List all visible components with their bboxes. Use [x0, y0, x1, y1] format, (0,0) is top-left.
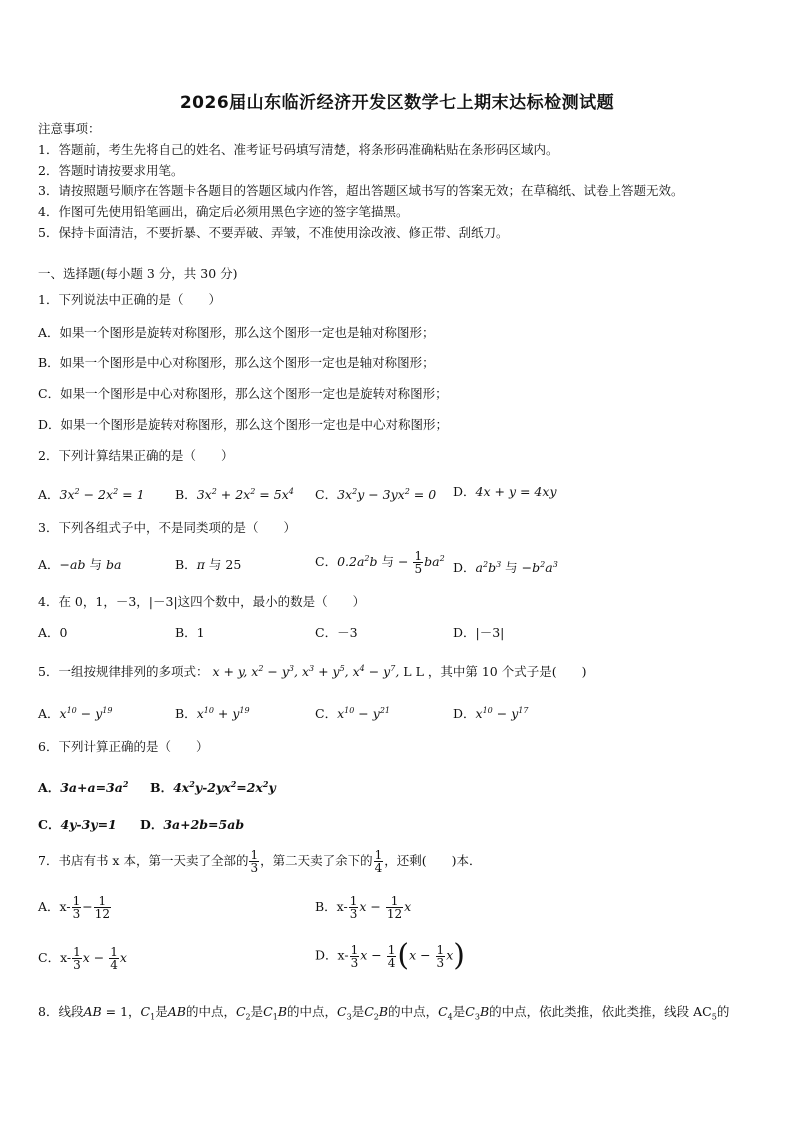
- question-8-stem: 8．线段AB = 1，$C_1$是AB的中点，$C_2$是$C_1B$的中点，$C_3$是$C_2B$的中点，$C_4$是$C_3B$的中点，依此类推，依此类推，线段 $AC_5$的: [38, 1004, 730, 1022]
- question-6-option-b: B．$4x^2y-2yx^2=2x^2y$: [150, 779, 276, 796]
- question-1-stem: 1．下列说法中正确的是（ ）: [38, 292, 221, 307]
- question-2-option-d: D．4x + y = 4xy: [453, 484, 557, 499]
- question-5-option-c: C．$x^{10} - y^{21}$: [315, 706, 390, 722]
- question-4-option-b: B．1: [175, 625, 205, 640]
- question-1-option-c: C．如果一个图形是中心对称图形，那么这个图形一定也是旋转对称图形；: [38, 386, 448, 401]
- question-2-option-b: B．$3x^2 + 2x^2 = 5x^4$: [175, 487, 294, 503]
- question-6-option-c: C．4y-3y=1: [38, 817, 117, 832]
- question-2-stem: 2．下列计算结果正确的是（ ）: [38, 448, 234, 463]
- question-2-option-c: C．$3x^2y - 3yx^2 = 0$: [315, 487, 437, 503]
- question-7-stem: 7．书店有书 x 本，第一天卖了全部的 $\frac{1}{3}$ ，第二天卖了余下的 $\frac{1}{4}$ ，还剩( )本．: [38, 848, 482, 875]
- notice-item: 5．保持卡面清洁，不要折暴、不要弄破、弄皱，不准使用涂改液、修正带、刮纸刀。: [38, 225, 509, 240]
- question-7-option-a: A．x- $\frac{1}{3}$ − $\frac{1}{12}$: [38, 894, 110, 921]
- section-heading: 一、选择题(每小题 3 分，共 30 分): [38, 266, 238, 281]
- question-7-option-b: B．x- $\frac{1}{3}$ x − $\frac{1}{12}$ x: [315, 894, 412, 921]
- question-6-option-d: D．3a+2b=5ab: [140, 817, 245, 832]
- question-1-option-a: A．如果一个图形是旋转对称图形，那么这个图形一定也是轴对称图形；: [38, 325, 435, 340]
- question-3-option-a: A．−ab 与 ba: [38, 557, 122, 572]
- question-1-option-d: D．如果一个图形是旋转对称图形，那么这个图形一定也是中心对称图形；: [38, 417, 449, 432]
- question-6-stem: 6．下列计算正确的是（ ）: [38, 739, 209, 754]
- notice-item: 2．答题时请按要求用笔。: [38, 163, 184, 178]
- question-6-option-a: A．$3a+a=3a^2$: [38, 779, 129, 796]
- question-4-option-a: A．0: [38, 625, 68, 640]
- notice-item: 3．请按照题号顺序在答题卡各题目的答题区域内作答，超出答题区域书写的答案无效；在草稿纸、试卷上答题无效。: [38, 183, 684, 198]
- question-2-option-a: A．$3x^2 - 2x^2 = 1$: [38, 487, 145, 503]
- question-1-option-b: B．如果一个图形是中心对称图形，那么这个图形一定也是轴对称图形；: [38, 355, 435, 370]
- question-7-option-c: C．x- $\frac{1}{3}$ x − $\frac{1}{4}$ x: [38, 945, 127, 972]
- question-7-option-d: D．x- $\frac{1}{3}$ x − $\frac{1}{4}$ (x − $\frac{1}{3}$ x): [315, 938, 465, 973]
- question-3-option-d: D．$a^2b^3$ 与 $-b^2a^3$: [453, 560, 558, 576]
- question-5-option-a: A．$x^{10} - y^{19}$: [38, 706, 113, 722]
- question-3-stem: 3．下列各组式子中，不是同类项的是（ ）: [38, 520, 296, 535]
- question-5-option-d: D．$x^{10} - y^{17}$: [453, 706, 529, 722]
- question-3-option-c: C．$0.2a^2b$ 与 − $\frac{1}{5}$ $ba^2$: [315, 549, 445, 576]
- question-3-option-b: B．π 与 25: [175, 557, 242, 572]
- page-title: 2026届山东临沂经济开发区数学七上期末达标检测试题: [179, 93, 615, 113]
- question-4-option-d: D．|－3|: [453, 625, 505, 640]
- notice-heading: 注意事项：: [38, 121, 101, 136]
- question-5-stem: 5．一组按规律排列的多项式： x + y, $x^2 - y^3$, $x^3 + y^5$, $x^4 - y^7$, L L ，其中第 10 个式子是( ): [38, 664, 587, 680]
- question-5-option-b: B．$x^{10} + y^{19}$: [175, 706, 250, 722]
- notice-item: 4．作图可先使用铅笔画出，确定后必须用黑色字迹的签字笔描黑。: [38, 204, 409, 219]
- question-4-stem: 4．在 0，1，－3，|－3|这四个数中，最小的数是（ ）: [38, 594, 366, 609]
- notice-item: 1．答题前，考生先将自己的姓名、准考证号码填写清楚，将条形码准确粘贴在条形码区域内。: [38, 142, 559, 157]
- question-4-option-c: C．－3: [315, 625, 358, 640]
